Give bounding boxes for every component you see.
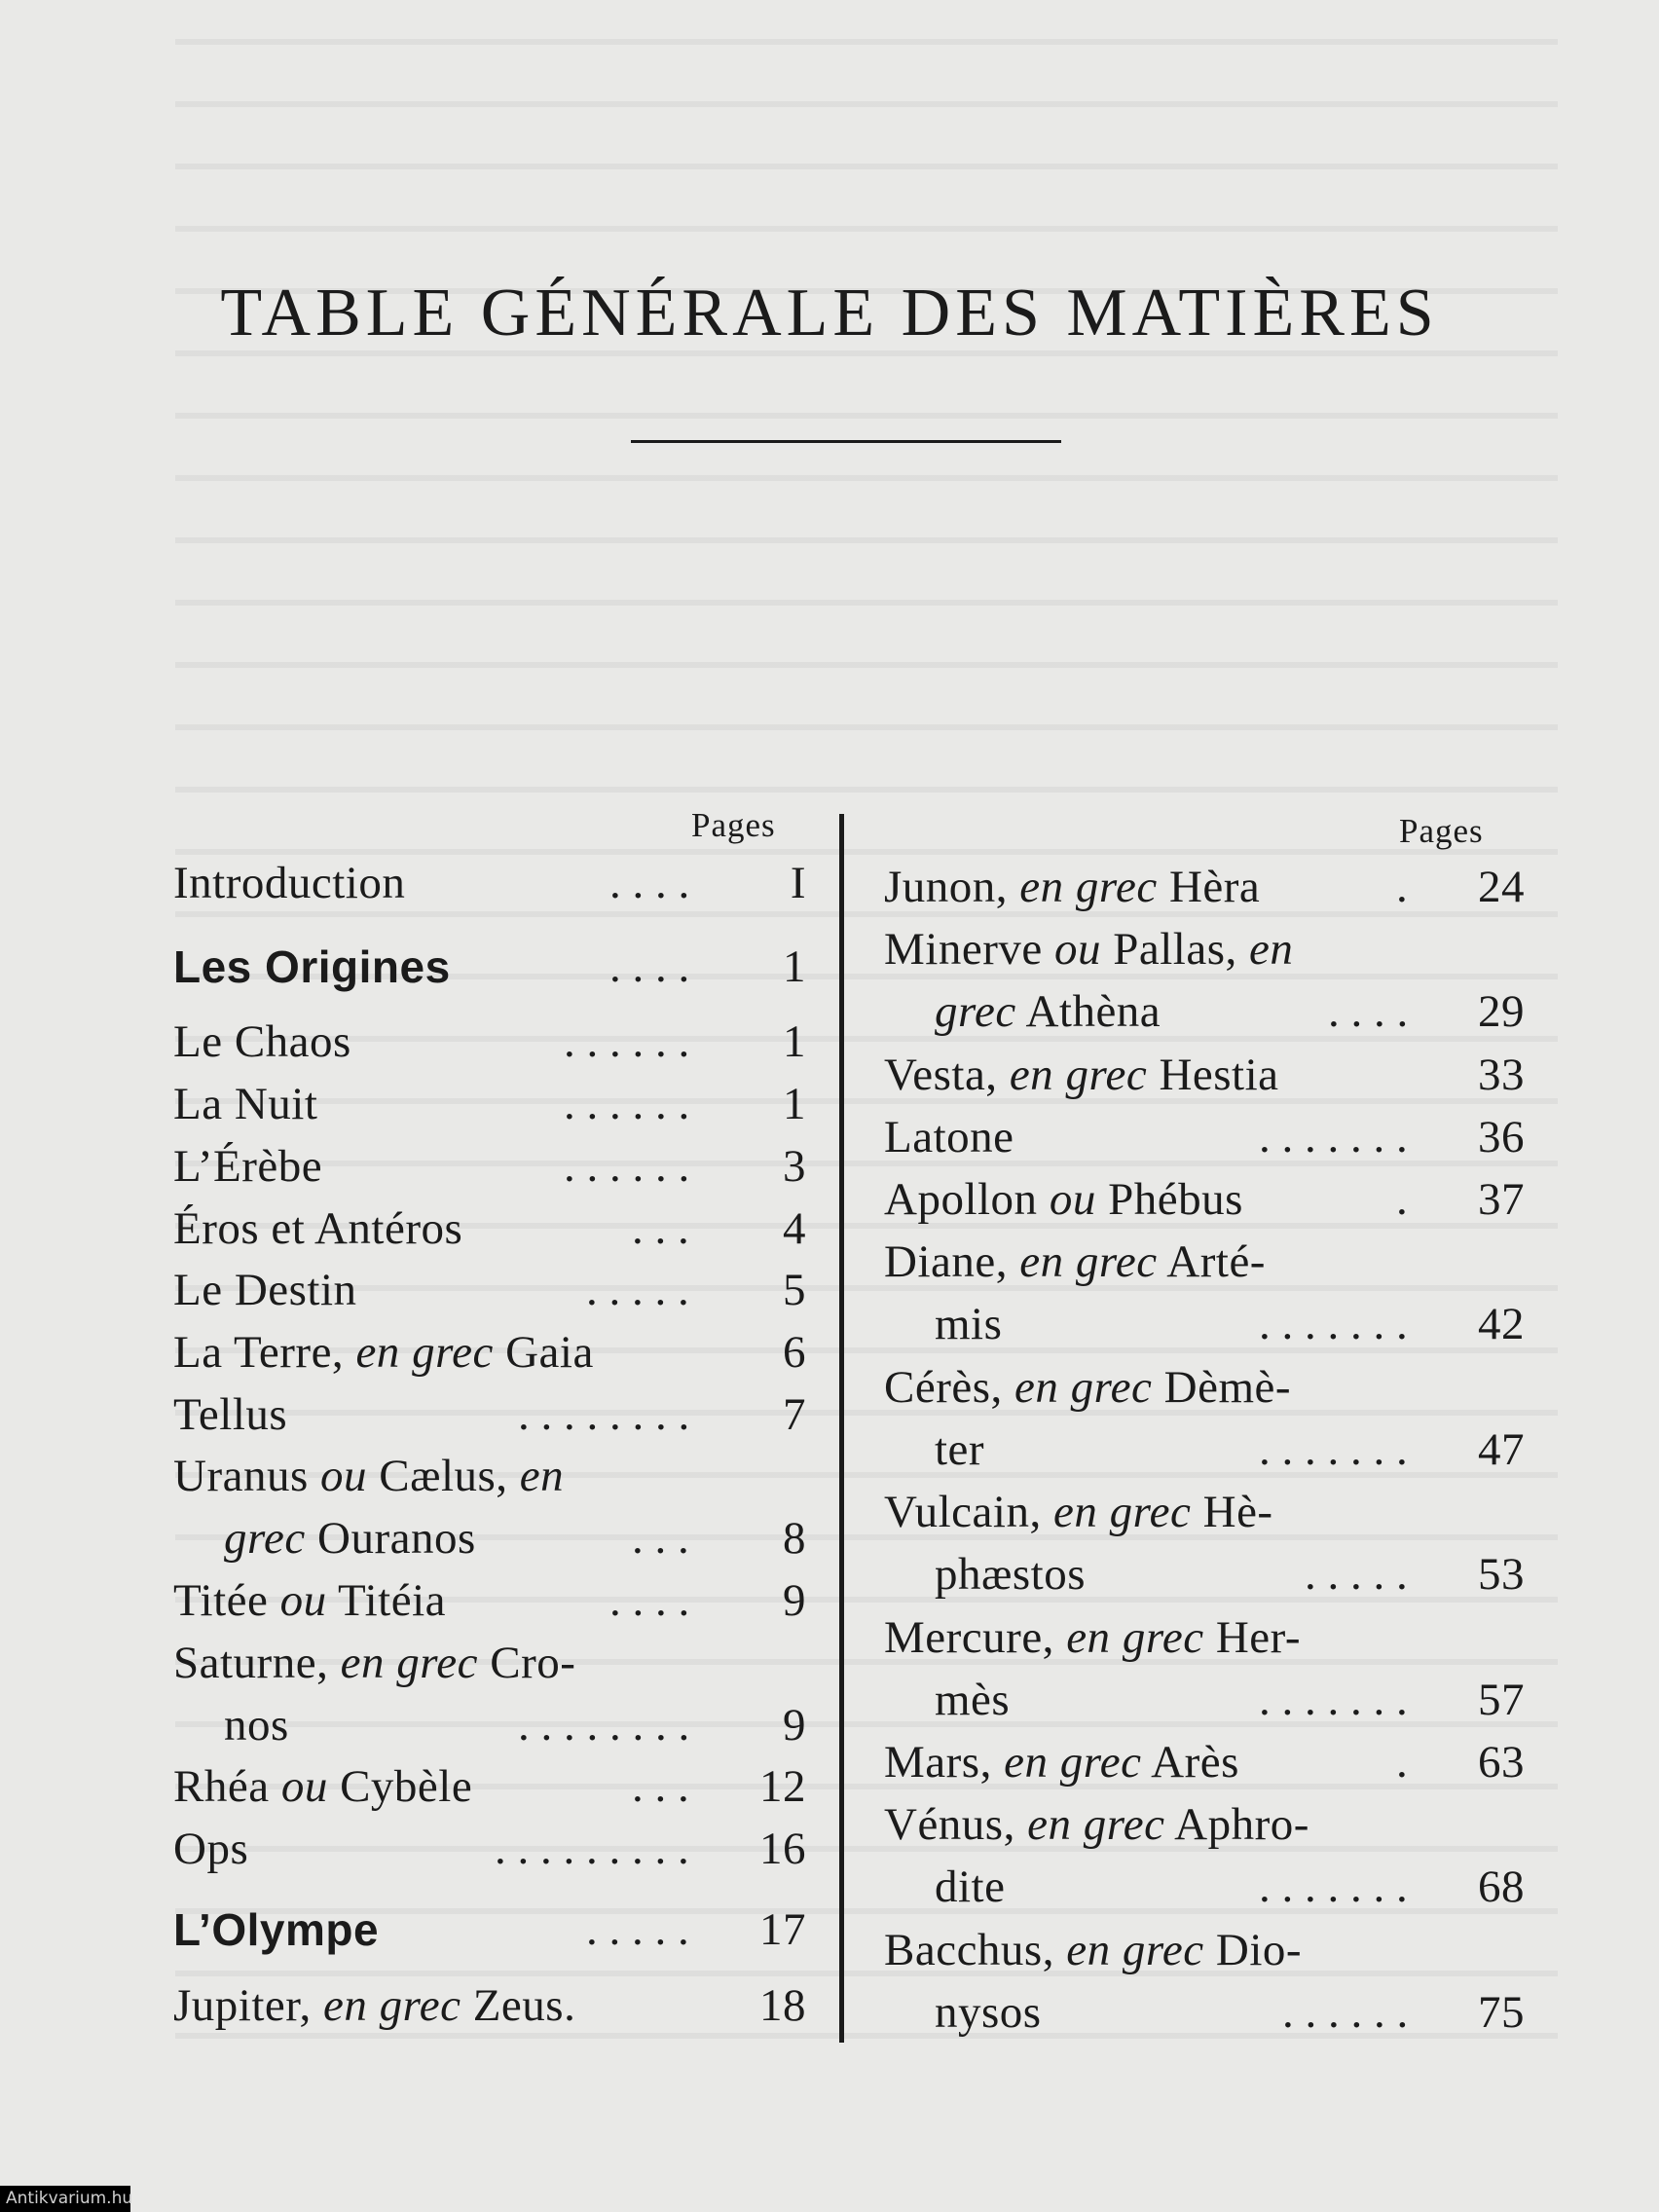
toc-entry-title: Vulcain, en grec Hè- (884, 1487, 1273, 1537)
toc-leader-dots: . . . . . . . (1259, 1675, 1408, 1725)
right-pages-header: Pages (1399, 812, 1484, 850)
toc-entry-title: Titée ou Titéia (173, 1575, 447, 1626)
toc-entry-title: Rhéa ou Cybèle (173, 1761, 473, 1812)
toc-leader-dots: . . . . . (1305, 1549, 1408, 1600)
toc-page-number: 33 (1478, 1050, 1525, 1100)
toc-page-number: 63 (1478, 1737, 1525, 1788)
toc-page-number: 37 (1478, 1174, 1525, 1225)
toc-leader-dots: . . . (632, 1203, 689, 1254)
toc-leader-dots: . . . . (609, 1575, 690, 1626)
toc-page-number: 1 (783, 941, 806, 992)
toc-leader-dots: . . . . . . (1282, 1987, 1409, 2038)
toc-page-number: 9 (783, 1700, 806, 1751)
toc-page-number: 9 (783, 1575, 806, 1626)
toc-entry-title: nos (224, 1700, 289, 1751)
toc-leader-dots: . . . . . . . . (518, 1389, 690, 1440)
toc-entry-title: Jupiter, en grec Zeus. (173, 1980, 576, 2031)
toc-page-number: 5 (783, 1265, 806, 1315)
toc-entry-title: Mercure, en grec Her- (884, 1612, 1302, 1663)
toc-entry-title: nysos (935, 1987, 1042, 2038)
toc-leader-dots: . (1396, 1737, 1408, 1788)
toc-page-number: 6 (783, 1327, 806, 1378)
toc-leader-dots: . (1396, 862, 1408, 912)
toc-leader-dots: . . . . (609, 858, 690, 908)
toc-page-number: 18 (759, 1980, 806, 2031)
toc-leader-dots: . . . . . . (564, 1079, 690, 1129)
toc-entry-title: La Terre, en grec Gaia (173, 1327, 594, 1378)
toc-entry-title: mès (935, 1675, 1011, 1725)
left-pages-header: Pages (691, 806, 776, 844)
toc-entry-title: dite (935, 1862, 1006, 1912)
toc-page-number: 7 (783, 1389, 806, 1440)
toc-page-number: 17 (759, 1904, 806, 1955)
toc-entry-title: Junon, en grec Hèra (884, 862, 1261, 912)
toc-entry-title: Tellus (173, 1389, 288, 1440)
toc-entry-title: Mars, en grec Arès (884, 1737, 1239, 1788)
toc-leader-dots: . . . . . (586, 1265, 689, 1315)
toc-entry-title: Le Destin (173, 1265, 357, 1315)
toc-page-number: 1 (783, 1079, 806, 1129)
toc-entry-title: Uranus ou Cælus, en (173, 1451, 565, 1501)
toc-leader-dots: . . . . . . (564, 1141, 690, 1192)
toc-entry-title: Le Chaos (173, 1016, 351, 1067)
toc-page-number: 3 (783, 1141, 806, 1192)
toc-entry-title: Vesta, en grec Hestia (884, 1050, 1279, 1100)
toc-leader-dots: . . . . . . . . (518, 1700, 690, 1751)
toc-leader-dots: . . . . . . . (1259, 1112, 1408, 1162)
toc-page-number: 12 (759, 1761, 806, 1812)
column-divider (839, 814, 844, 2043)
toc-entry-title: Bacchus, en grec Dio- (884, 1925, 1303, 1975)
toc-page-number: 42 (1478, 1299, 1525, 1349)
toc-entry-title: Latone (884, 1112, 1014, 1162)
toc-entry-title: ter (935, 1424, 985, 1475)
toc-leader-dots: . . . . . (586, 1904, 689, 1955)
toc-entry-title: Apollon ou Phébus (884, 1174, 1243, 1225)
toc-page-number: 57 (1478, 1675, 1525, 1725)
title-rule (631, 440, 1061, 443)
toc-page-number: 29 (1478, 986, 1525, 1037)
toc-entry-title: Vénus, en grec Aphro- (884, 1799, 1309, 1850)
toc-entry-title: mis (935, 1299, 1003, 1349)
toc-entry-title: Éros et Antéros (173, 1203, 463, 1254)
page-title: TABLE GÉNÉRALE DES MATIÈRES (220, 276, 1439, 350)
toc-leader-dots: . . . . (1328, 986, 1409, 1037)
toc-entry-title: La Nuit (173, 1079, 318, 1129)
toc-page-number: 24 (1478, 862, 1525, 912)
toc-entry-title: Introduction (173, 858, 406, 908)
toc-entry-title: Ops (173, 1824, 249, 1874)
toc-leader-dots: . . . . . . (564, 1016, 690, 1067)
toc-page-number: 47 (1478, 1424, 1525, 1475)
toc-page-number: 68 (1478, 1862, 1525, 1912)
toc-entry-title: L’Érèbe (173, 1141, 323, 1192)
toc-leader-dots: . (1396, 1174, 1408, 1225)
toc-entry-title: Cérès, en grec Dèmè- (884, 1362, 1292, 1413)
toc-page-number: 8 (783, 1513, 806, 1564)
toc-page-number: I (790, 858, 806, 908)
toc-leader-dots: . . . . (609, 941, 690, 992)
toc-entry-title: L’Olympe (173, 1904, 380, 1955)
toc-entry-title: phæstos (935, 1549, 1086, 1600)
toc-leader-dots: . . . . . . . (1259, 1299, 1408, 1349)
toc-leader-dots: . . . (632, 1513, 689, 1564)
toc-leader-dots: . . . . . . . (1259, 1424, 1408, 1475)
toc-page-number: 36 (1478, 1112, 1525, 1162)
toc-entry-title: Saturne, en grec Cro- (173, 1638, 576, 1688)
toc-entry-title: grec Ouranos (224, 1513, 476, 1564)
toc-entry-title: Minerve ou Pallas, en (884, 924, 1294, 975)
toc-leader-dots: . . . . . . . (1259, 1862, 1408, 1912)
toc-page-number: 75 (1478, 1987, 1525, 2038)
toc-leader-dots: . . . (632, 1761, 689, 1812)
toc-page-number: 4 (783, 1203, 806, 1254)
toc-page-number: 53 (1478, 1549, 1525, 1600)
toc-page-number: 1 (783, 1016, 806, 1067)
toc-leader-dots: . . . . . . . . . (495, 1824, 689, 1874)
watermark: Antikvarium.hu (0, 2186, 130, 2212)
toc-entry-title: Diane, en grec Arté- (884, 1236, 1266, 1287)
toc-entry-title: grec Athèna (935, 986, 1161, 1037)
toc-entry-title: Les Origines (173, 941, 451, 992)
toc-page-number: 16 (759, 1824, 806, 1874)
